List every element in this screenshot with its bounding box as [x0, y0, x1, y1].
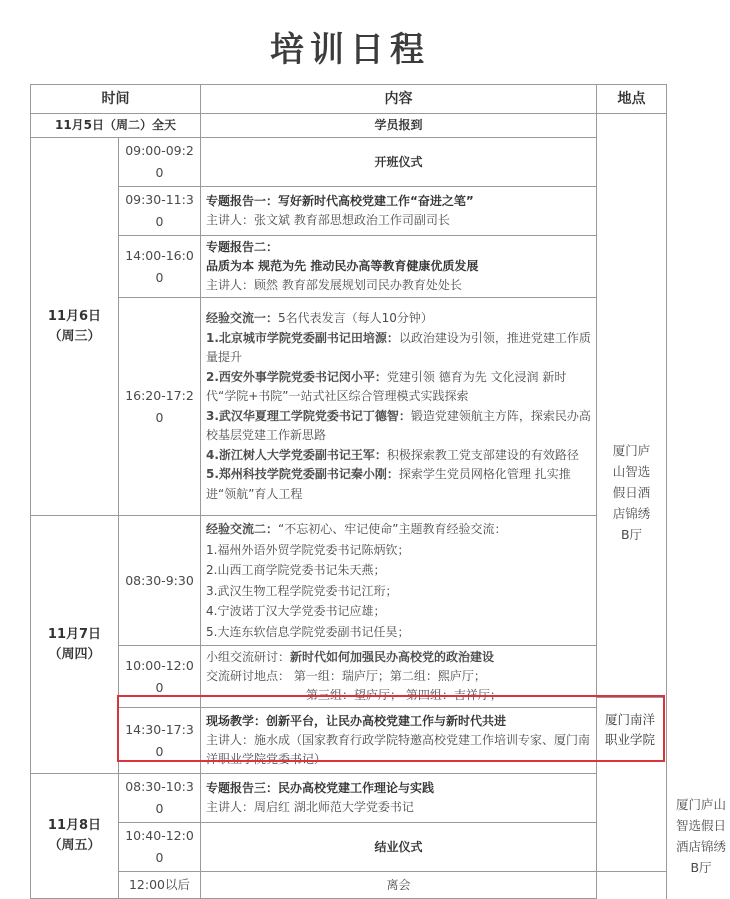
- session-speaker: 主讲人：顾然 教育部发展规划司民办教育处处长: [206, 278, 462, 292]
- content-cell: 离会: [201, 872, 597, 899]
- table-row: [31, 774, 667, 823]
- header-content: 内容: [201, 85, 597, 114]
- intro-label: 经验交流一：: [206, 311, 279, 325]
- location-text: 厦门庐山智选假日酒店锦绣B厅: [612, 443, 651, 542]
- content-cell: [201, 236, 597, 298]
- time-text: 14:30-17:30: [125, 721, 194, 759]
- topic-text: 以政治建设为引领，推进党建工作质量提升: [206, 330, 591, 364]
- day1-content: 学员报到: [201, 114, 597, 138]
- content-cell: 结业仪式: [201, 823, 597, 872]
- table-row: [31, 646, 667, 708]
- content-cell: [201, 516, 597, 646]
- weekday-label: （周四）: [48, 646, 101, 662]
- time-text: 10:00-12:00: [125, 657, 194, 695]
- time-text: 08:30-9:30: [125, 572, 194, 588]
- content-cell: [201, 774, 597, 823]
- list-item: 4.宁波诺丁汉大学党委书记应雄；: [206, 604, 386, 618]
- intro-text: “不忘初心、牢记使命”主题教育经验交流：: [278, 522, 507, 536]
- discussion-place: 第三组：望庐厅； 第四组：吉祥厅；: [306, 688, 502, 702]
- list-item: 3.武汉生物工程学院党委书记江珩；: [206, 583, 398, 598]
- session-subtitle: 品质为本 规范为先 推动民办高等教育健康优质发展: [206, 259, 479, 273]
- session-title: 专题报告三：民办高校党建工作理论与实践: [206, 781, 435, 795]
- list-item: [206, 446, 591, 466]
- speaker-name: 3.武汉华夏理工学院党委书记丁德智：: [206, 408, 411, 423]
- topic-text: 积极探索教工党支部建设的有效路径: [386, 447, 579, 462]
- session-speaker: 主讲人：施水成（国家教育行政学院特邀高校党建工作培训专家、厦门南洋职业学院党委书记）: [206, 733, 591, 766]
- content-cell: 开班仪式: [201, 138, 597, 187]
- speaker-name: 4.浙江树人大学党委副书记王军：: [206, 447, 387, 462]
- table-row: [31, 298, 667, 516]
- list-item: 1.福州外语外贸学院党委书记陈炳钦；: [206, 542, 410, 557]
- list-item: [206, 329, 591, 368]
- list-item: [206, 407, 591, 446]
- schedule-table: [30, 84, 726, 899]
- day2-date: [31, 138, 119, 516]
- intro-text: 5名代表发言（每人10分钟）: [278, 311, 433, 325]
- session-speaker: 主讲人：张文斌 教育部思想政治工作司副司长: [206, 213, 450, 227]
- exchange-intro: [206, 519, 591, 540]
- time-text: 08:30-10:30: [125, 779, 194, 816]
- speaker-name: 2.西安外事学院党委书记闵小平：: [206, 369, 387, 384]
- day4-date: [31, 774, 119, 899]
- speaker-name: 1.北京城市学院党委副书记田培源：: [206, 330, 399, 345]
- list-item: 5.大连东软信息学院党委副书记任昊；: [206, 624, 410, 639]
- topic-text: 党建引领 德育为先 文化浸润 新时代“学院+书院”一站式社区综合管理模式实践探索: [206, 369, 567, 403]
- time-cell: [119, 646, 201, 708]
- speaker-name: 5.郑州科技学院党委副书记秦小刚：: [206, 467, 399, 481]
- day1-date: 11月5日（周二）全天: [31, 114, 201, 138]
- list-item: 2.山西工商学院党委书记朱天燕；: [206, 563, 386, 577]
- weekday-label: （周五）: [48, 838, 101, 853]
- time-cell: [119, 138, 201, 187]
- date-label: 11月8日: [47, 818, 102, 833]
- list-item: [206, 368, 591, 407]
- page-title: 培训日程: [270, 30, 430, 70]
- table-row: [31, 872, 667, 899]
- topic-text: 锻造党建领航主方阵，探索民办高校基层党建工作新思路: [206, 408, 591, 442]
- table-row-highlight: [31, 708, 667, 774]
- date-label: 11月7日: [47, 626, 102, 642]
- session-title: 专题报告二：: [206, 240, 279, 254]
- content-cell: [201, 187, 597, 236]
- intro-label: 经验交流二：: [206, 522, 279, 536]
- time-text: 16:20-17:20: [125, 387, 194, 425]
- content-cell: [201, 298, 597, 516]
- time-cell: 12:00以后: [119, 872, 201, 899]
- location-text: 厦门庐山智选假日酒店锦绣B厅: [675, 797, 726, 875]
- time-text: 14:00-16:00: [125, 247, 194, 285]
- content-cell: [201, 646, 597, 708]
- time-cell: [119, 516, 201, 646]
- time-cell: [119, 708, 201, 774]
- discussion-label: 小组交流研讨：: [206, 650, 291, 664]
- exchange-intro: [206, 309, 591, 329]
- location-text: 厦门南洋职业学院: [604, 711, 655, 747]
- time-cell: [119, 298, 201, 516]
- header-time: 时间: [31, 85, 201, 114]
- time-text: 10:40-12:00: [125, 828, 194, 865]
- session-title: 专题报告一：写好新时代高校党建工作“奋进之笔”: [206, 194, 474, 208]
- time-cell: [119, 774, 201, 823]
- list-item: [206, 465, 591, 504]
- time-cell: [119, 187, 201, 236]
- session-title: 现场教学：创新平台，让民办高校党建工作与新时代共进: [206, 714, 507, 728]
- discussion-topic: [206, 648, 591, 667]
- table-row: [31, 236, 667, 298]
- day3-date: [31, 516, 119, 774]
- date-label: 11月6日: [47, 308, 102, 324]
- time-cell: [119, 236, 201, 298]
- time-text: 09:30-11:30: [125, 192, 194, 229]
- weekday-label: （周三）: [48, 328, 101, 344]
- table-row: [31, 187, 667, 236]
- table-row: [31, 516, 667, 646]
- discussion-title: 新时代如何加强民办高校党的政治建设: [290, 650, 495, 664]
- day3-site-location: [597, 697, 663, 761]
- time-text: 09:00-09:20: [125, 143, 194, 180]
- time-cell: [119, 823, 201, 872]
- table-row: [31, 114, 667, 138]
- session-speaker: 主讲人：周启红 湖北师范大学党委书记: [206, 800, 414, 814]
- topic-text: 探索学生党员网格化管理 扎实推进“领航”育人工程: [206, 467, 571, 501]
- content-cell: [201, 708, 597, 774]
- table-row: [31, 823, 667, 872]
- discussion-place: 交流研讨地点： 第一组：瑞庐厅；第二组：熙庐厅；: [206, 669, 486, 683]
- header-row: [31, 85, 667, 114]
- table-row: [31, 138, 667, 187]
- header-location: 地点: [597, 85, 667, 114]
